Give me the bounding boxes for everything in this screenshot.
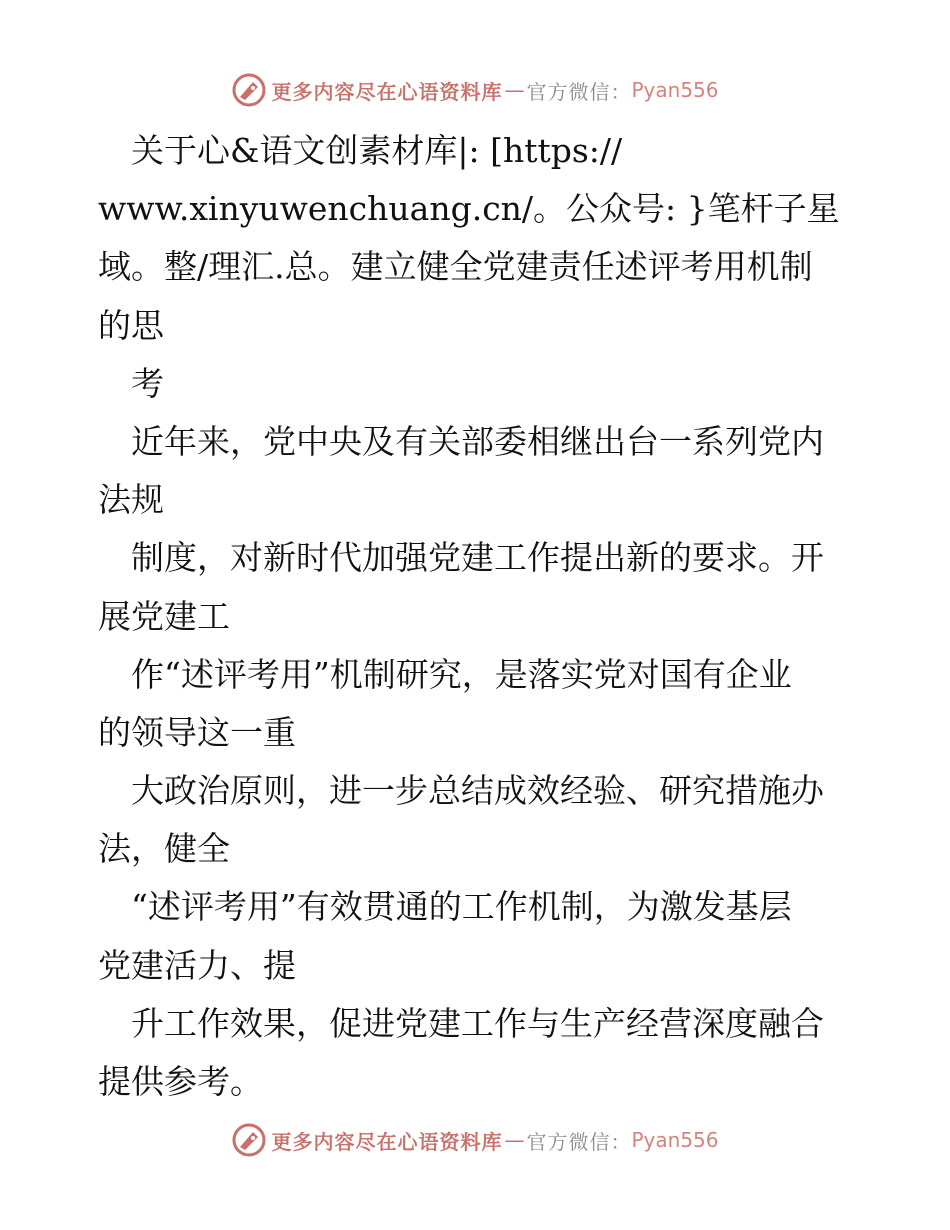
text-line: 党建活力、提 (98, 945, 296, 985)
text-line: www.xinyuwenchuang.cn/。公众号: }笔杆子星 (98, 189, 840, 229)
text-line: 近年来，党中央及有关部委相继出台一系列党内 (98, 421, 824, 461)
text-line: 展党建工 (98, 596, 230, 636)
pen-nib-logo-icon (231, 72, 267, 108)
wechat-id: Pyan556 (631, 1128, 719, 1152)
text-line: 法，健全 (98, 829, 230, 869)
watermark-text: 更多内容尽在心语资料库 (271, 79, 503, 104)
text-line: 升工作效果，促进党建工作与生产经营深度融合 (98, 1003, 824, 1043)
wechat-id: Pyan556 (631, 78, 719, 102)
text-line: 的领导这一重 (98, 712, 296, 752)
pen-nib-logo-icon (231, 1122, 267, 1158)
text-line: 考 (98, 363, 164, 403)
text-line: 的思 (98, 305, 164, 345)
text-line: 提供参考。 (98, 1062, 263, 1101)
text-line: 大政治原则，进一步总结成效经验、研究措施办 (98, 771, 824, 811)
text-line: 关于心&语文创素材库|: [https:// (98, 131, 623, 170)
header-watermark (0, 70, 950, 110)
text-line: 法规 (98, 480, 164, 520)
text-line: 域。整/理汇.总。建立健全党建责任述评考用机制 (98, 247, 813, 287)
wechat-label: 官方微信： (526, 79, 632, 104)
watermark-separator: — (504, 1128, 525, 1152)
wechat-label: 官方微信： (526, 1129, 632, 1154)
watermark-text: 更多内容尽在心语资料库 (271, 1129, 503, 1154)
footer-watermark (0, 1120, 950, 1160)
watermark-separator: — (504, 78, 525, 102)
text-line: 作“述评考用”机制研究，是落实党对国有企业 (98, 654, 792, 694)
text-line: “述评考用”有效贯通的工作机制，为激发基层 (98, 887, 792, 927)
document-body (98, 122, 858, 1111)
text-line: 制度，对新时代加强党建工作提出新的要求。开 (98, 538, 824, 578)
